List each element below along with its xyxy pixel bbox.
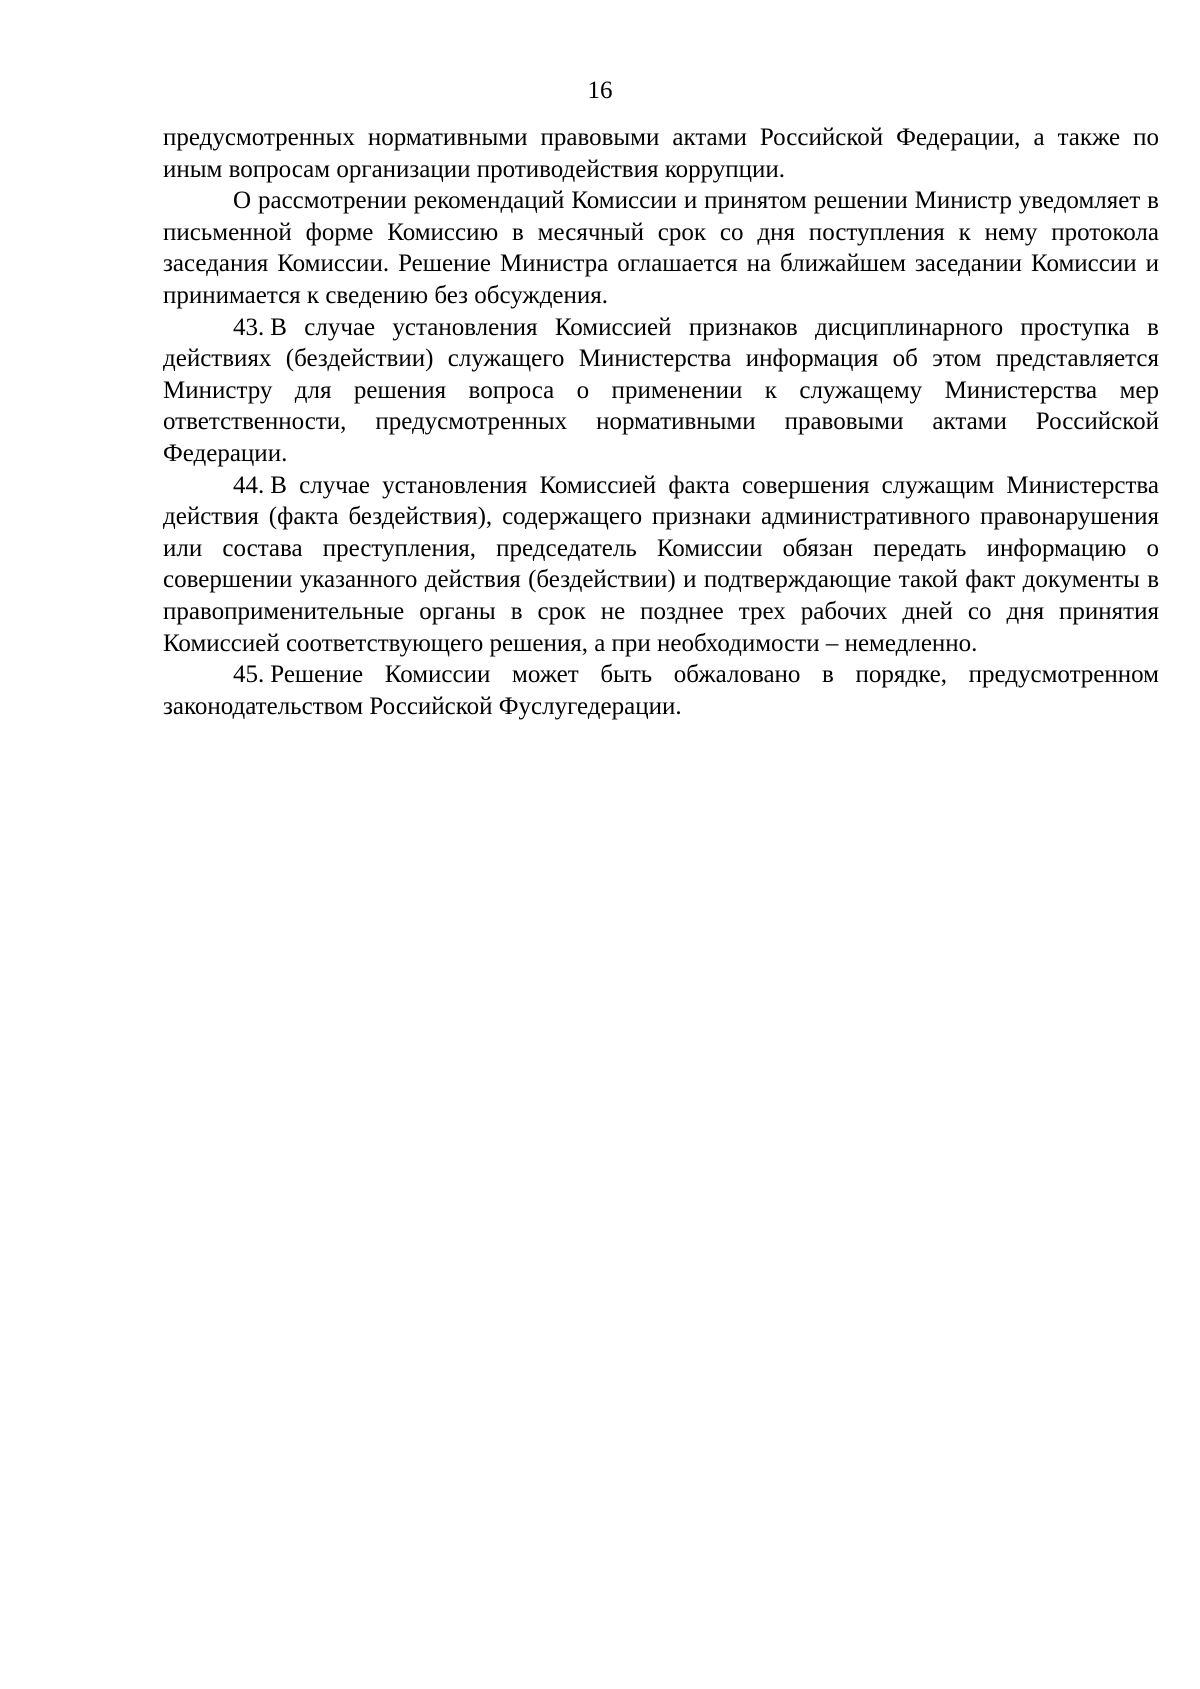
paragraph-text: предусмотренных нормативными правовыми актами Российской Федерации, а также по иным вопросам организации противодействия коррупции. xyxy=(163,124,1159,183)
page-number: 16 xyxy=(587,77,613,104)
paragraph-44 xyxy=(163,470,1159,660)
paragraph-text: В случае установления Комиссией факта совершения служащим Министерства действия (факта бездействия), содержащего признаки административного правонарушения или состава преступления, председатель Комиссии обязан передать информацию о совершении указанного действия (бездействии) и подтверждающие такой факт документы в правоприменительные органы в срок не позднее трех рабочих дней со дня принятия Комиссией соответствующего решения, а при необходимости – немедленно. xyxy=(163,471,1159,657)
paragraph-43 xyxy=(163,312,1159,470)
paragraph-minister-notification xyxy=(163,185,1159,311)
paragraph-text: Решение Комиссии может быть обжаловано в порядке, предусмотренном законодательством Российской Фуслугедерации. xyxy=(163,661,1159,720)
paragraph-number: 45. xyxy=(233,661,265,689)
paragraph-number: 43. xyxy=(233,313,265,341)
paragraph-text: О рассмотрении рекомендаций Комиссии и принятом решении Министр уведомляет в письменной форме Комиссию в месячный срок со дня поступления к нему протокола заседания Комиссии. Решение Министра оглашается на ближайшем заседании Комиссии и принимается к сведению без обсуждения. xyxy=(163,187,1159,309)
paragraph-continuation xyxy=(163,122,1159,185)
paragraph-45 xyxy=(163,659,1159,722)
document-body xyxy=(163,122,1159,722)
paragraph-text: В случае установления Комиссией признаков дисциплинарного проступка в действиях (бездействии) служащего Министерства информация об этом представляется Министру для решения вопроса о применении к служащему Министерства мер ответственности, предусмотренных нормативными правовыми актами Российской Федерации. xyxy=(163,313,1159,467)
paragraph-number: 44. xyxy=(233,471,265,499)
